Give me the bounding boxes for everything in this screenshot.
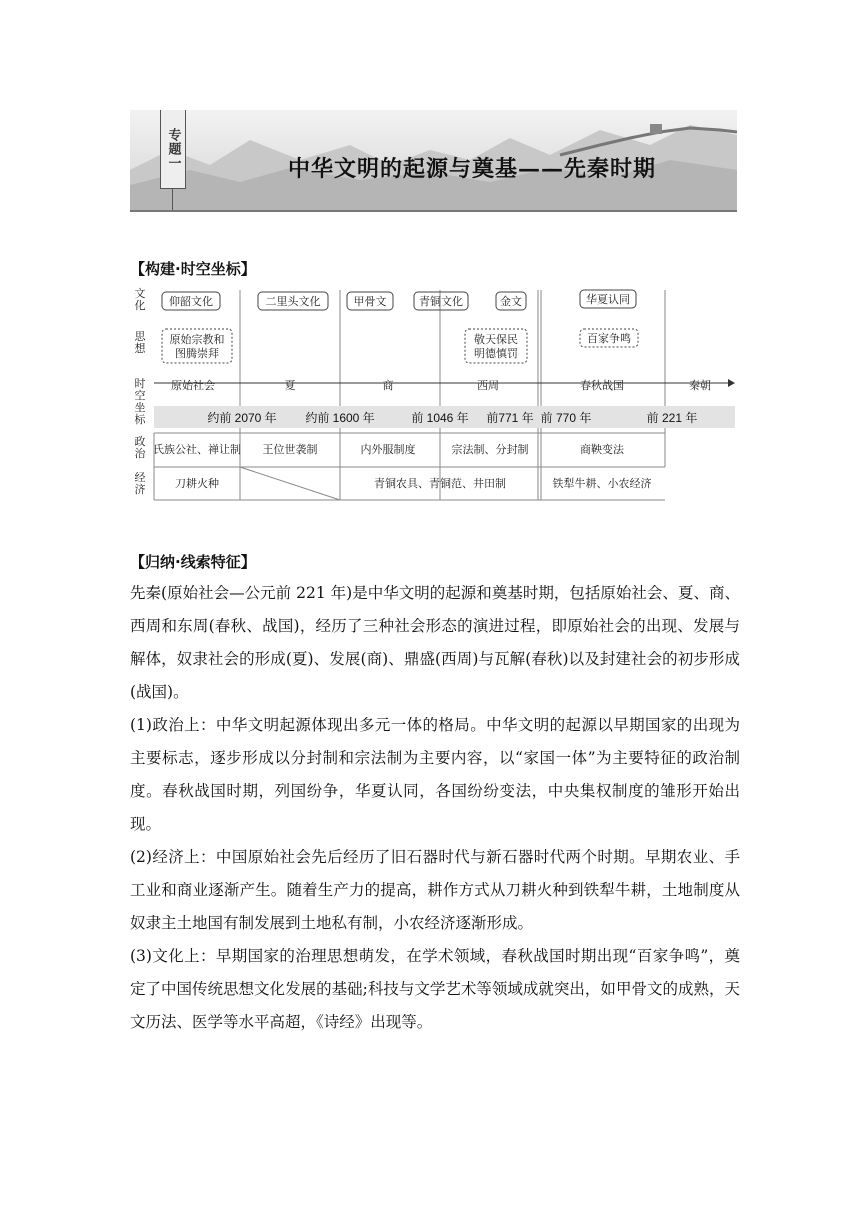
date-2070bc: 约前 2070 年 bbox=[207, 411, 277, 425]
chapter-banner bbox=[130, 110, 737, 212]
chapter-title: 中华文明的起源与奠基——先秦时期 bbox=[288, 156, 657, 182]
arrow-right-icon bbox=[728, 379, 735, 387]
economy-slash-burn: 刀耕火种 bbox=[175, 477, 219, 490]
row-label-era: 时空坐标 bbox=[134, 377, 146, 426]
era-spring-autumn-warring-states: 春秋战国 bbox=[580, 379, 624, 392]
economy-bronze-tools: 青铜农具、青铜范、井田制 bbox=[374, 477, 506, 490]
politics-shang-yang-reform: 商鞅变法 bbox=[580, 443, 624, 456]
tab-connector bbox=[172, 188, 173, 210]
row-label-culture: 文化 bbox=[134, 287, 146, 312]
economy-iron-plough: 铁犁牛耕、小农经济 bbox=[552, 477, 652, 490]
row-label-politics: 政治 bbox=[134, 435, 146, 460]
date-1046bc: 前 1046 年 bbox=[411, 411, 469, 425]
politics-zongfa-fenfeng: 宗法制、分封制 bbox=[451, 443, 529, 456]
era-xia: 夏 bbox=[284, 379, 296, 392]
culture-yangshao: 仰韶文化 bbox=[169, 295, 213, 308]
paragraph-politics: (1)政治上：中华文明起源体现出多元一体的格局。中华文明的起源以早期国家的出现为主要标志，逐步形成以分封制和宗法制为主要内容，以“家国一体”为主要特征的政治制度。春秋战国时期，列国纷争，华夏认同，各国纷纷变法，中央集权制度的雏形开始出现。 bbox=[130, 716, 740, 833]
culture-oracle-bone: 甲骨文 bbox=[353, 295, 387, 308]
thought-jingtian-line1: 敬天保民 bbox=[474, 333, 518, 346]
era-qin: 秦朝 bbox=[689, 379, 711, 392]
row-label-economy: 经济 bbox=[134, 471, 146, 496]
date-1600bc: 约前 1600 年 bbox=[305, 411, 375, 425]
date-770bc: 前 770 年 bbox=[540, 411, 592, 425]
politics-hereditary-throne: 王位世袭制 bbox=[262, 443, 318, 456]
thought-jingtian-line2: 明德慎罚 bbox=[474, 347, 518, 360]
row-label-thought: 思想 bbox=[134, 330, 146, 355]
section-title-summary: 【归纳·线索特征】 bbox=[130, 553, 256, 571]
culture-huaxia-identity: 华夏认同 bbox=[586, 293, 630, 306]
paragraph-intro: 先秦(原始社会—公元前 221 年)是中华文明的起源和奠基时期，包括原始社会、夏、商、西周和东周(春秋、战国)，经历了三种社会形态的演进过程，即原始社会的出现、发展与解体，奴隶社会的形成(夏)、发展(商)、鼎盛(西周)与瓦解(春秋)以及封建社会的初步形成(战国)。 bbox=[130, 584, 740, 701]
date-221bc: 前 221 年 bbox=[646, 411, 698, 425]
culture-erlitou: 二里头文化 bbox=[265, 295, 321, 308]
thought-primitive-religion-line2: 图腾崇拜 bbox=[175, 347, 219, 360]
culture-bronze: 青铜文化 bbox=[419, 295, 463, 308]
era-shang: 商 bbox=[382, 379, 394, 392]
table-diagonal bbox=[240, 467, 340, 500]
politics-clan-commune: 氏族公社、禅让制 bbox=[153, 443, 241, 456]
paragraph-economy: (2)经济上：中国原始社会先后经历了旧石器时代与新石器时代两个时期。早期农业、手工业和商业逐渐产生。随着生产力的提高，耕作方式从刀耕火种到铁犁牛耕，土地制度从奴隶主土地国有制发展到土地私有制，小农经济逐渐形成。 bbox=[130, 848, 740, 932]
chapter-tab: 专题一 bbox=[160, 110, 186, 189]
culture-bronze-inscriptions: 金文 bbox=[500, 295, 522, 308]
date-771bc: 前771 年 bbox=[486, 411, 534, 425]
era-western-zhou: 西周 bbox=[477, 379, 499, 392]
era-primitive-society: 原始社会 bbox=[171, 379, 215, 392]
thought-hundred-schools: 百家争鸣 bbox=[587, 332, 631, 345]
politics-neiwaifu: 内外服制度 bbox=[360, 443, 416, 456]
paragraph-culture: (3)文化上：早期国家的治理思想萌发，在学术领域，春秋战国时期出现“百家争鸣”，奠定了中国传统思想文化发展的基础;科技与文学艺术等领域成就突出，如甲骨文的成熟，天文历法、医学等水平高超，《诗经》出现等。 bbox=[130, 947, 740, 1031]
timeline-chart bbox=[130, 285, 735, 505]
thought-primitive-religion-line1: 原始宗教和 bbox=[169, 333, 225, 346]
section-title-timeline: 【构建·时空坐标】 bbox=[130, 260, 256, 278]
